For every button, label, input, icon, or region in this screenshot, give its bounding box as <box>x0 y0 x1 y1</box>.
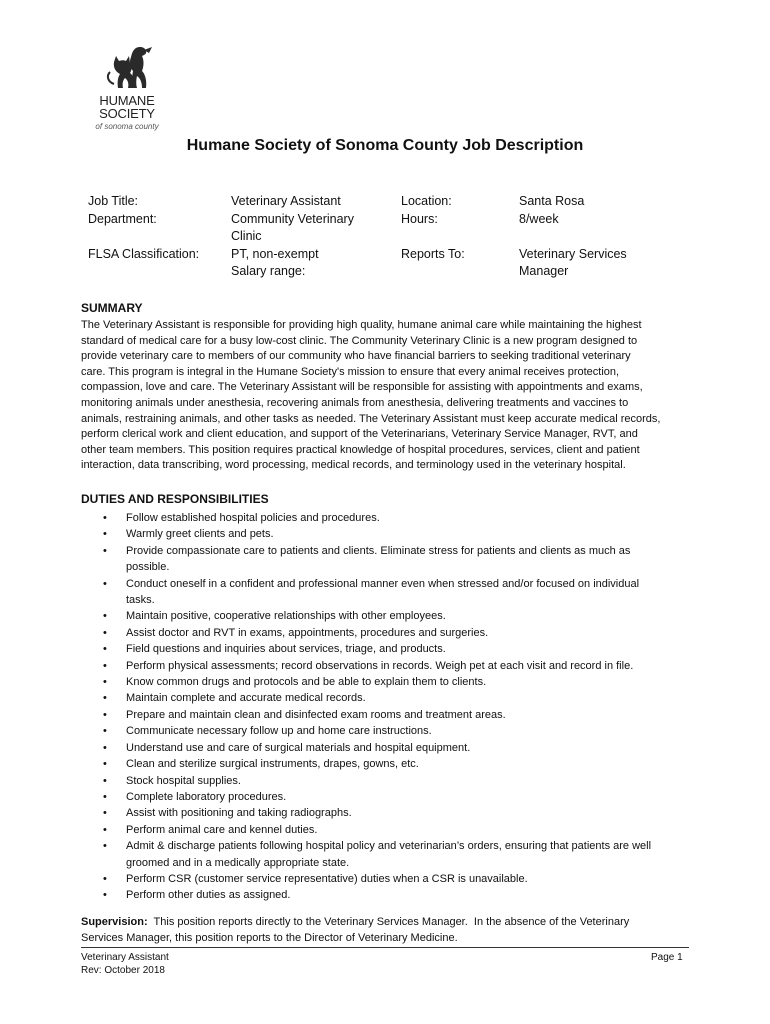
supervision-text-line2: Services Manager, this position reports to the Director of Veterinary Medicine. <box>81 931 458 944</box>
duty-text: Stock hospital supplies. <box>126 774 241 787</box>
duty-text: Complete laboratory procedures. <box>126 790 287 803</box>
humane-society-logo <box>78 44 178 140</box>
duty-item <box>81 756 693 772</box>
duty-text: Know common drugs and protocols and be able to explain them to clients. <box>126 676 487 689</box>
summary-line: animals, restraining animals, and other tasks as needed. The Veterinary Assistant must keep accurate medical records, <box>81 412 661 425</box>
duty-text: groomed and in a medically appropriate state. <box>126 856 350 869</box>
bullet-icon: • <box>103 774 107 787</box>
bullet-icon: • <box>103 790 107 803</box>
bullet-icon: • <box>103 643 107 656</box>
bullet-icon: • <box>103 741 107 754</box>
duty-item <box>81 740 693 756</box>
bullet-icon: • <box>103 692 107 705</box>
bullet-icon: • <box>103 512 107 524</box>
logo-text-line1: HUMANE <box>99 93 155 108</box>
duty-text: Communicate necessary follow up and home care instructions. <box>126 725 432 738</box>
duty-item <box>81 526 693 542</box>
duty-item <box>81 789 693 805</box>
duty-item <box>81 576 693 609</box>
footer-doc-name: Veterinary Assistant <box>81 952 169 963</box>
summary-line: interaction, data transcribing, word processing, medical records, and terminology used in the veterinary hospital. <box>81 459 626 472</box>
duties-list <box>81 510 693 904</box>
duty-text: Prepare and maintain clean and disinfected exam rooms and treatment areas. <box>126 708 506 721</box>
duty-text: Assist doctor and RVT in exams, appointments, procedures and surgeries. <box>126 626 489 639</box>
logo-text-line2: SOCIETY <box>99 106 155 121</box>
summary-line: monitoring animals under anesthesia, recovering animals from anesthesia, delivering treatments and vaccines to <box>81 396 629 409</box>
duty-text: possible. <box>126 561 170 574</box>
reports-to-label: Reports To: <box>401 247 465 261</box>
duty-text: Understand use and care of surgical materials and hospital equipment. <box>126 741 471 754</box>
duty-text: Field questions and inquiries about services, triage, and products. <box>126 643 446 656</box>
duty-item <box>81 625 693 641</box>
flsa-label: FLSA Classification: <box>88 247 200 261</box>
location-label: Location: <box>401 194 452 208</box>
duty-text: Perform physical assessments; record observations in records. Weigh pet at each visit and record in file. <box>126 659 634 672</box>
summary-line: perform clerical work and client education, and support of the Veterinarians, Veterinary Service Manager, RVT, and <box>81 428 638 441</box>
summary-line: care. This program is integral in the Humane Society's mission to ensure that every animal receives protection, <box>81 365 620 378</box>
job-title-value: Veterinary Assistant <box>231 194 341 208</box>
duty-text: Maintain positive, cooperative relationships with other employees. <box>126 610 446 623</box>
footer-revision: Rev: October 2018 <box>81 965 165 976</box>
duty-item <box>81 871 693 887</box>
duty-text: Admit & discharge patients following hospital policy and veterinarian’s orders, ensuring that patients are well <box>126 840 652 853</box>
bullet-icon: • <box>103 659 107 672</box>
salary-range: Salary range: <box>231 264 306 278</box>
summary-line: compassion, love and care. The Veterinary Assistant will be responsible for assisting with appointments and exams, <box>81 381 643 394</box>
duty-item <box>81 838 693 871</box>
duty-item <box>81 641 693 657</box>
summary-paragraph <box>81 318 693 474</box>
location-value: Santa Rosa <box>519 194 585 208</box>
footer-page-number: Page 1 <box>651 952 683 963</box>
duty-text: Maintain complete and accurate medical records. <box>126 692 366 705</box>
bullet-icon: • <box>103 872 107 885</box>
bullet-icon: • <box>103 758 107 771</box>
duty-item <box>81 608 693 624</box>
hours-value: 8/week <box>519 212 559 226</box>
bullet-icon: • <box>103 807 107 820</box>
job-title-label: Job Title: <box>88 194 139 208</box>
duty-item <box>81 805 693 821</box>
duty-item <box>81 773 693 789</box>
duty-item <box>81 510 693 526</box>
duty-text: Clean and sterilize surgical instruments, drapes, gowns, etc. <box>126 758 419 771</box>
bullet-icon: • <box>103 610 107 623</box>
bullet-icon: • <box>103 577 107 590</box>
duty-item <box>81 887 693 903</box>
bullet-icon: • <box>103 708 107 721</box>
supervision-paragraph <box>81 915 693 946</box>
bullet-icon: • <box>103 840 107 853</box>
duty-item <box>81 674 693 690</box>
summary-line: standard of medical care for a busy low-cost clinic. The Community Veterinary Clinic is a new program designed to <box>81 334 638 347</box>
summary-line: other team members. This position requires practical knowledge of hospital procedures, services, client and patient <box>81 443 640 456</box>
department-label: Department: <box>88 212 157 226</box>
hours-label: Hours: <box>401 212 438 226</box>
duty-item <box>81 822 693 838</box>
page-title: Humane Society of Sonoma County Job Description <box>186 137 584 154</box>
duty-item <box>81 707 693 723</box>
duty-item <box>81 658 693 674</box>
duty-text: Assist with positioning and taking radiographs. <box>126 807 352 820</box>
duty-text: Perform animal care and kennel duties. <box>126 823 318 836</box>
flsa-value: PT, non-exempt <box>231 247 319 261</box>
bullet-icon: • <box>103 544 107 557</box>
duty-item <box>81 543 693 576</box>
summary-heading: SUMMARY <box>81 301 143 315</box>
duties-heading: DUTIES AND RESPONSIBILITIES <box>81 492 269 506</box>
duty-item <box>81 690 693 706</box>
duty-text: Perform other duties as assigned. <box>126 889 291 902</box>
footer-divider <box>81 947 689 948</box>
bullet-icon: • <box>103 626 107 639</box>
bullet-icon: • <box>103 725 107 738</box>
dog-and-cat-icon <box>92 44 162 94</box>
duty-text: tasks. <box>126 594 155 607</box>
reports-to-value-line1: Veterinary Services <box>519 247 627 261</box>
duty-text: Warmly greet clients and pets. <box>126 528 274 541</box>
duty-text: Perform CSR (customer service representative) duties when a CSR is unavailable. <box>126 872 528 885</box>
summary-line: The Veterinary Assistant is responsible for providing high quality, humane animal care while maintaining the highest <box>81 319 642 331</box>
logo-text-line3: of sonoma county <box>95 122 159 131</box>
bullet-icon: • <box>103 528 107 541</box>
supervision-text-line1: This position reports directly to the Veterinary Services Manager. In the absence of the Veterinary <box>147 916 630 928</box>
summary-line: provide veterinary care to members of our community who have financial barriers to seeking traditional veterinary <box>81 350 631 363</box>
supervision-label: Supervision: <box>81 916 148 928</box>
duty-text: Provide compassionate care to patients and clients. Eliminate stress for patients and clients as much as <box>126 544 631 557</box>
duty-item <box>81 723 693 739</box>
bullet-icon: • <box>103 823 107 836</box>
department-value-line1: Community Veterinary <box>231 212 354 226</box>
duty-text: Conduct oneself in a confident and professional manner even when stressed and/or focused on individual <box>126 577 640 590</box>
department-value-line2: Clinic <box>231 229 262 243</box>
bullet-icon: • <box>103 889 107 902</box>
bullet-icon: • <box>103 676 107 689</box>
duty-text: Follow established hospital policies and procedures. <box>126 512 380 524</box>
reports-to-value-line2: Manager <box>519 264 569 278</box>
